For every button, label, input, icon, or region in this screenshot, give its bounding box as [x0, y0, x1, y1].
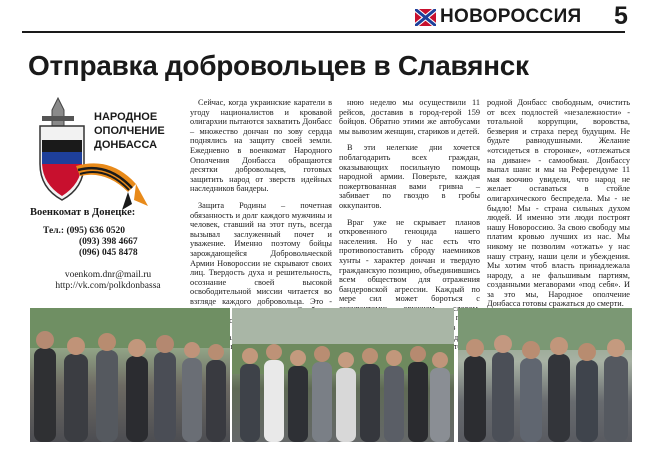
paragraph: Враг уже не скрывает планов откровенного геноцида нашего населения. Но у нас есть что противопоставить сброду наемников хунты - характер дончан и твердую гражданскую позицию, объединившись всем обществом для отражения бандеровской агрессии. Каждый по мере сил может бороться с	[339, 217, 480, 304]
phone-label: Тел.:	[43, 226, 65, 236]
website-link[interactable]: http://vk.com/polkdonbassa	[55, 281, 161, 291]
volunteers-photo-1	[30, 308, 230, 442]
phone-number: (093) 398 4667	[79, 237, 138, 247]
email-link[interactable]: voenkom.dnr@mail.ru	[64, 270, 152, 280]
militia-logo	[36, 96, 186, 212]
newspaper-header	[0, 0, 662, 36]
web-contacts	[34, 270, 182, 292]
ribbon-icon	[76, 163, 148, 210]
contacts-block	[22, 207, 182, 292]
article-headline: Отправка добровольцев в Славянск	[28, 50, 529, 81]
phone-list	[43, 226, 182, 259]
paragraph: родной Донбасс свободным, очистить от всех подлостей «незалежности» - тотальной коррупции, воровства, безверия и страха перед будущим. Не будьте равнодушными. Желание «отсидеться в сторонке», «отлежаться на диване» - самообман. Донбассу выпал шанс и мы на Референдуме 11 мая воочию увидели, что народ не желает оставаться в стойле олигархического беспредела. Мы - не быдло! Мы - страна сильных духом людей. И именно эти люди построят нашу Новороссию. За свою свободу мы платим кровью лучших из нас. Мы никому не позволим «отжать» у нас нашу страну, наши цели и убеждения. Мы хотим чтоб власть принадлежала народу, а не фальшивым партиям, созданными мегаворами «под себя». И за это мы, Народное ополчение Донбасса готовы сражаться до смерти.	[487, 98, 630, 309]
paragraph: нюю неделю мы осуществили 11 рейсов, доставив в город-герой 159 бойцов. Обратно этими же автобусами мы вывозим женщин, стариков и детей.	[339, 98, 480, 136]
photo-strip	[0, 308, 662, 442]
newspaper-title: НОВОРОССИЯ	[440, 6, 582, 27]
paragraph: В эти нелегкие дни хочется поблагодарить всех граждан, оказывающих посильную помощь народной армии. Поверьте, каждая пожертвованная вами гривна – забивает по гвоздю в гробы оккупантов.	[339, 143, 480, 210]
contacts-heading: Военкомат в Донецке:	[30, 207, 136, 218]
logo-line2: ОПОЛЧЕНИЕ	[94, 125, 165, 137]
logo-line1: НАРОДНОЕ	[94, 111, 158, 123]
phone-number: (095) 636 0520	[66, 226, 126, 236]
paragraph: Сейчас, когда украинские каратели в угоду националистов и кровавой олигархии пытаются захватить Донбасс – множество дончан по зову сердца поднялись на защиту своей земли. Ежедневно в военкомат Народного Ополчения Донбасса обращаются десятки добровольцев, готовых защитить народ от зверств идейных наследников бандеры.	[190, 98, 332, 194]
volunteers-photo-3	[458, 308, 632, 442]
page-number: 5	[614, 2, 628, 30]
phone-number: (096) 045 8478	[79, 248, 138, 258]
volunteers-photo-2	[232, 308, 454, 442]
logo-line3: ДОНБАССА	[94, 139, 158, 151]
paragraph: Защита Родины – почетная обязанность и долг каждого мужчины и человек, ставший на этот путь, всегда вызывал заслуженный почет и уважение. Именно поэтому бойцы зарождающейся Добровольческой Армии Новороссии не скрывают своих лиц. Твердость духа и решительность, осознание своей высокой освободительной миссии читается во взгляде каждого добровольца. Это -	[190, 200, 332, 306]
header-divider	[22, 31, 625, 33]
novorossiya-flag-icon	[415, 9, 436, 26]
